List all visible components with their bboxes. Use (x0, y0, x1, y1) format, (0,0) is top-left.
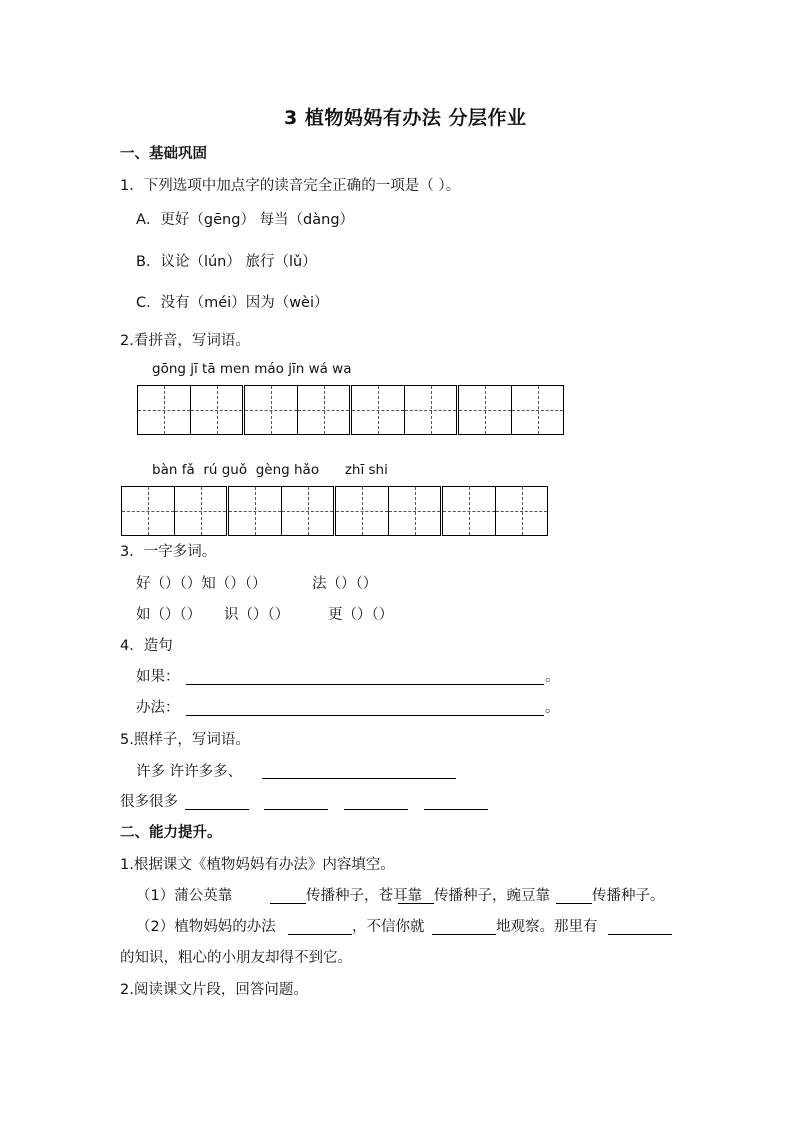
p1-l2-c: 地观察。那里有 (496, 919, 598, 935)
answer-line[interactable] (186, 684, 544, 685)
pinyin-word: gōng jī (152, 361, 198, 377)
pinyin-word: wá wa (308, 361, 352, 377)
pinyin-word: rú guǒ (203, 462, 248, 478)
q5-stem: 5.照样子，写词语。 (120, 732, 250, 748)
section-heading-ability: 二、能力提升。 (120, 825, 222, 841)
answer-line[interactable] (186, 715, 544, 716)
q4-stem: 4．造句 (120, 638, 173, 654)
q3-line2-b: 识（）（） (224, 607, 290, 623)
answer-line[interactable] (608, 934, 672, 935)
answer-line[interactable] (398, 903, 434, 904)
writing-box[interactable] (137, 385, 243, 435)
q4-end-2: 。 (545, 700, 560, 716)
pinyin-word: gèng hǎo (255, 462, 320, 478)
answer-line[interactable] (288, 934, 352, 935)
pinyin-word: jīn (288, 361, 305, 377)
writing-box[interactable] (228, 486, 334, 536)
q4-label-banfa: 办法： (136, 700, 180, 716)
q3-line2-c: 更（）（） (328, 607, 394, 623)
writing-grid-row2 (121, 486, 549, 536)
p1-l1-a: （1）蒲公英靠 (136, 888, 233, 904)
q5-example: 许多 许许多多、 (136, 764, 243, 780)
q1-option-c: C．没有（méi）因为（wèi） (136, 295, 329, 311)
q2-pinyin-row2 (152, 460, 388, 480)
answer-line[interactable] (264, 809, 328, 810)
p1-l1-d: 传播种子。 (592, 888, 665, 904)
writing-box[interactable] (442, 486, 548, 536)
p1-l1-c: 传播种子，豌豆靠 (434, 888, 550, 904)
answer-line[interactable] (432, 934, 496, 935)
q3-line2-a: 如（）（） (136, 607, 202, 623)
q1-option-b: B．议论（lún） 旅行（lǔ） (136, 254, 317, 270)
p1-l3: 的知识，粗心的小朋友却得不到它。 (120, 950, 352, 966)
writing-box[interactable] (458, 385, 564, 435)
p1-l1-b: 传播种子，苍耳靠 (306, 888, 422, 904)
q4-label-ruguo: 如果： (136, 669, 180, 685)
answer-line[interactable] (344, 809, 408, 810)
section-heading-basics: 一、基础巩固 (120, 146, 207, 162)
q3-line1-b: 法（）（） (312, 576, 378, 592)
answer-line[interactable] (424, 809, 488, 810)
q4-end-1: 。 (545, 669, 560, 685)
answer-line[interactable] (185, 809, 249, 810)
p1-l2-a: （2）植物妈妈的办法 (136, 919, 276, 935)
q1-option-a: A．更好（gēng） 每当（dàng） (136, 212, 355, 228)
answer-line[interactable] (270, 903, 306, 904)
writing-box[interactable] (244, 385, 350, 435)
pinyin-word: zhī shi (344, 462, 388, 478)
p2-stem: 2.阅读课文片段，回答问题。 (120, 982, 308, 998)
pinyin-word: máo (254, 361, 284, 377)
writing-grid-row1 (137, 385, 565, 435)
pinyin-word: tā men (202, 361, 250, 377)
q3-line1-a: 好（）（）知（）（） (136, 576, 267, 592)
answer-line[interactable] (556, 903, 592, 904)
q3-stem: 3．一字多词。 (120, 544, 217, 560)
writing-box[interactable] (351, 385, 457, 435)
q2-pinyin-row1 (152, 359, 351, 379)
pinyin-word: bàn fǎ (152, 462, 195, 478)
q2-stem: 2.看拼音，写词语。 (120, 333, 250, 349)
p1-l2-b: ，不信你就 (352, 919, 425, 935)
writing-box[interactable] (121, 486, 227, 536)
q5-prompt: 很多很多 (120, 794, 178, 810)
answer-line[interactable] (262, 778, 456, 779)
p1-stem: 1.根据课文《植物妈妈有办法》内容填空。 (120, 857, 395, 873)
q1-stem: 1．下列选项中加点字的读音完全正确的一项是（ ）。 (120, 178, 461, 194)
writing-box[interactable] (335, 486, 441, 536)
page-title: 3 植物妈妈有办法 分层作业 (284, 107, 527, 129)
